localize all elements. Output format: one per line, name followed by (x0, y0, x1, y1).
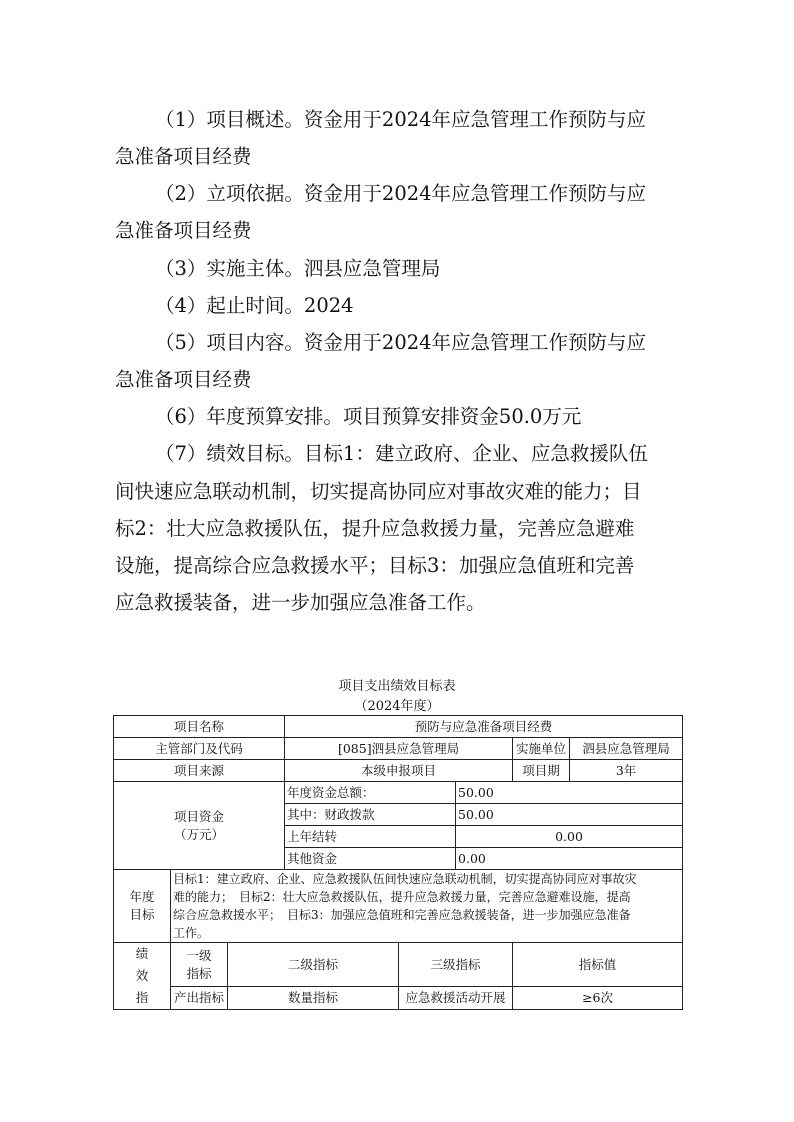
table-row (114, 987, 683, 1010)
goal-label-line1: 年度 (129, 889, 155, 904)
p2-line-b: 急准备项目经费 (115, 219, 252, 242)
fiscal-label: 其中：财政拨款 (285, 804, 456, 826)
table-title: 项目支出绩效目标表 (338, 679, 456, 694)
performance-table (113, 715, 683, 1010)
project-name-label: 项目名称 (114, 716, 285, 738)
table-row (114, 760, 683, 782)
source-label: 项目来源 (114, 760, 285, 782)
indicator-side-char: 效 (135, 968, 149, 983)
annual-total-value: 50.00 (456, 782, 683, 804)
other-label: 其他资金 (285, 848, 456, 870)
goal-line: 目标1：建立政府、企业、应急救援队伍间快速应急联动机制，切实提高协同应对事故灾 (173, 872, 637, 886)
goal-line: 难的能力； 目标2：壮大应急救援队伍，提升应急救援力量，完善应急避难设施，提高 (173, 890, 631, 904)
p1-line-a: （1）项目概述。资金用于2024年应急管理工作预防与应 (155, 108, 647, 131)
funds-label-line2: （万元） (174, 826, 225, 842)
goal-line: 工作。 (173, 926, 210, 940)
other-value: 0.00 (456, 848, 683, 870)
fiscal-value: 50.00 (456, 804, 683, 826)
p5-line-b: 急准备项目经费 (115, 368, 252, 391)
indicator-side-label (114, 943, 171, 1010)
goal-text (171, 870, 683, 943)
table-row (114, 943, 683, 987)
dept-label: 主管部门及代码 (114, 738, 285, 760)
indicator-side-char: 绩 (135, 946, 149, 961)
project-name: 预防与应急准备项目经费 (285, 716, 683, 738)
row1-level1: 产出指标 (171, 987, 228, 1010)
p7-line-1: （7）绩效目标。目标1：建立政府、企业、应急救援队伍 (155, 442, 648, 465)
unit-value: 泗县应急管理局 (570, 738, 683, 760)
table-row (114, 738, 683, 760)
carryover-value: 0.00 (456, 826, 683, 848)
dept-value: [085]泗县应急管理局 (285, 738, 513, 760)
row1-level3: 应急救援活动开展 (399, 987, 513, 1010)
p4-line: （4）起止时间。2024 (155, 294, 354, 317)
p7-line-4: 设施，提高综合应急救援水平；目标3：加强应急值班和完善 (115, 554, 635, 577)
level1-header-line2: 指标 (186, 965, 212, 981)
level1-header (171, 943, 228, 987)
table-row (114, 782, 683, 804)
row1-level2: 数量指标 (228, 987, 399, 1010)
level3-header: 三级指标 (399, 943, 513, 987)
p5-line-a: （5）项目内容。资金用于2024年应急管理工作预防与应 (155, 331, 647, 354)
source-value: 本级申报项目 (285, 760, 513, 782)
carryover-label: 上年结转 (285, 826, 456, 848)
table-subtitle: （2024年度） (354, 699, 440, 714)
p3-line: （3）实施主体。泗县应急管理局 (155, 257, 441, 280)
goal-label-line2: 目标 (129, 907, 155, 922)
indicator-side-char: 指 (135, 990, 149, 1005)
p7-line-3: 标2：壮大应急救援队伍，提升应急救援力量，完善应急避难 (115, 517, 635, 540)
level1-header-line1: 一级 (186, 947, 212, 963)
period-label: 项目期 (513, 760, 570, 782)
row1-value: ≥6次 (513, 987, 683, 1010)
unit-label: 实施单位 (513, 738, 570, 760)
p6-line: （6）年度预算安排。项目预算安排资金50.0万元 (155, 405, 582, 428)
annual-total-label: 年度资金总额： (285, 782, 456, 804)
period-value: 3年 (570, 760, 683, 782)
level2-header: 二级指标 (228, 943, 399, 987)
p7-line-5: 应急救援装备，进一步加强应急准备工作。 (115, 591, 486, 614)
indicator-value-header: 指标值 (513, 943, 683, 987)
p7-line-2: 间快速应急联动机制，切实提高协同应对事故灾难的能力；目 (115, 480, 642, 503)
table-row (114, 716, 683, 738)
goal-label (114, 870, 171, 943)
goal-line: 综合应急救援水平； 目标3：加强应急值班和完善应急救援装备，进一步加强应急准备 (173, 908, 631, 922)
table-row (114, 870, 683, 943)
p2-line-a: （2）立项依据。资金用于2024年应急管理工作预防与应 (155, 182, 647, 205)
p1-line-b: 急准备项目经费 (115, 145, 252, 168)
funds-label (114, 782, 285, 870)
funds-label-line1: 项目资金 (174, 808, 225, 824)
